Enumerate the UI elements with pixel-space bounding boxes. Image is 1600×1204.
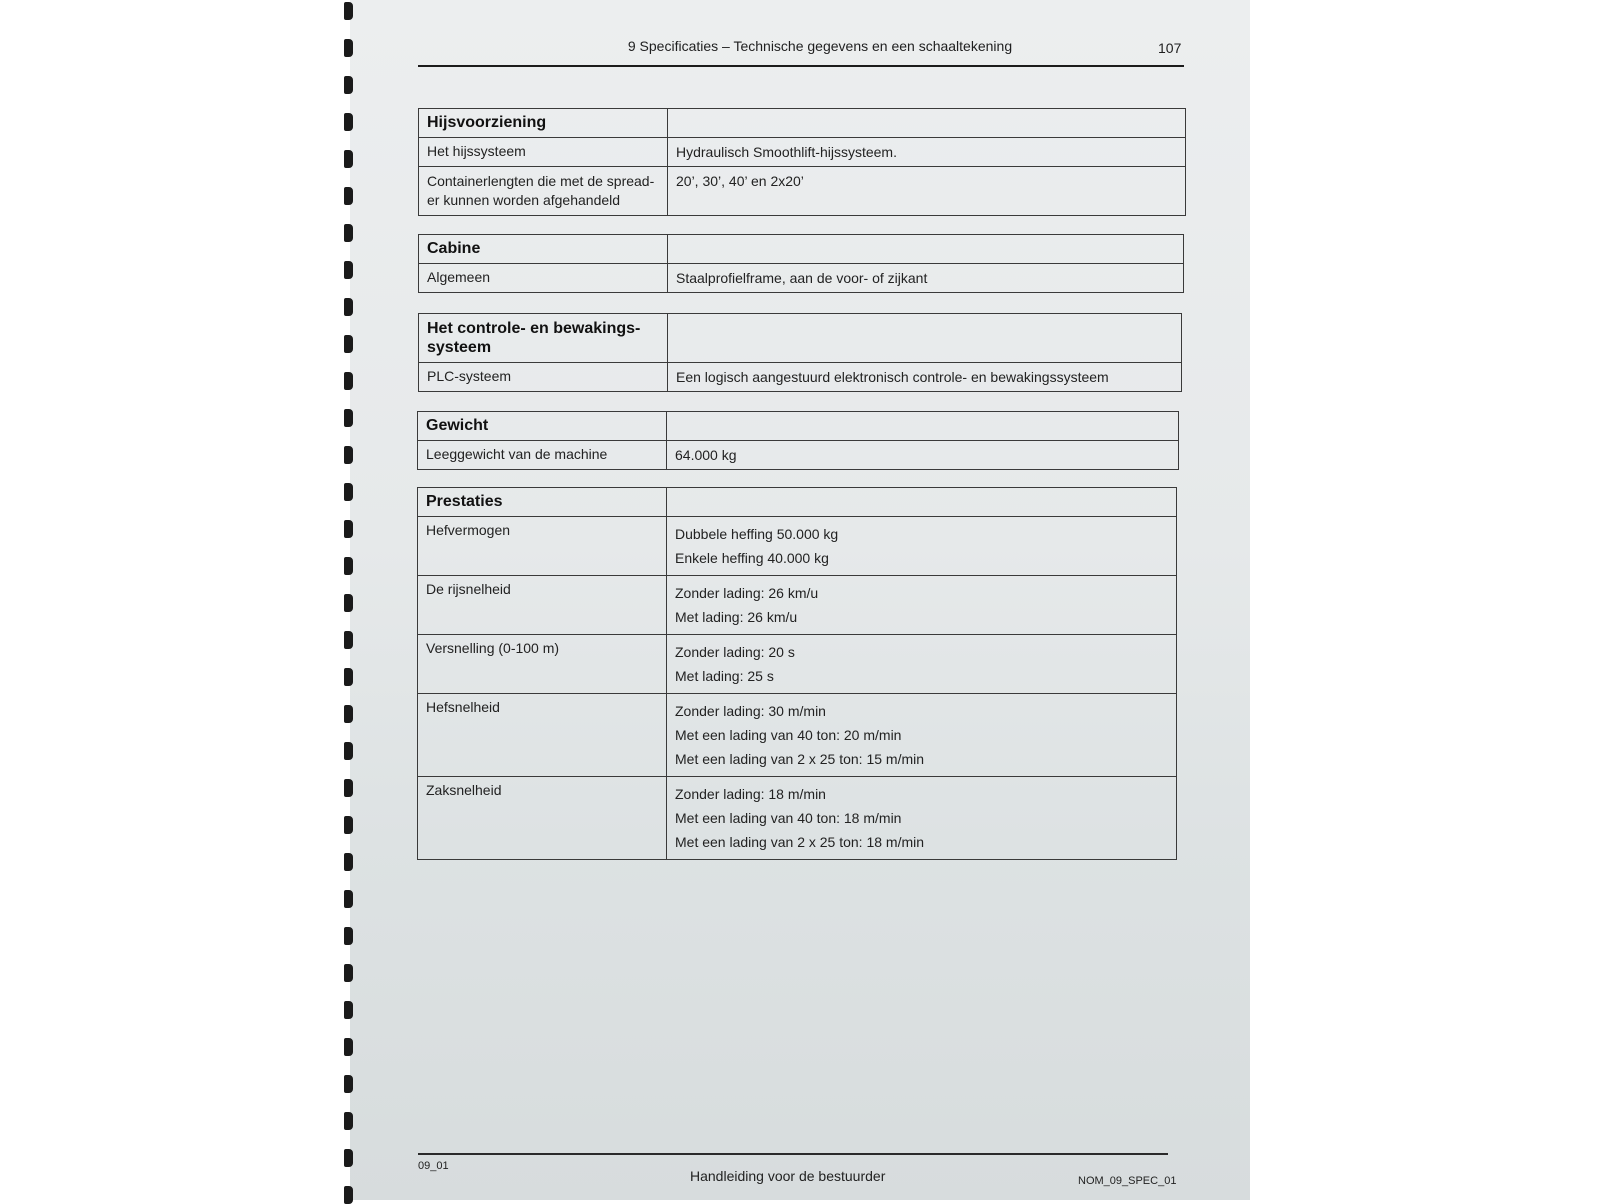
binding-ring [344,409,353,427]
value-line: Staalprofielframe, aan de voor- of zijkant [676,270,928,286]
row-value [667,517,1177,576]
page-header-title: 9 Specificaties – Technische gegevens en een schaaltekening [627,38,1013,54]
section-title: Gewicht [418,412,667,441]
value-line: Een logisch aangestuurd elektronisch controle- en bewakingssysteem [676,369,1109,385]
binding-ring [344,631,353,649]
row-value [667,635,1177,694]
value-line: Dubbele heffing 50.000 kg [675,526,839,542]
binding-ring [344,927,353,945]
section-header-empty-cell [668,109,1186,138]
value-line: 64.000 kg [675,447,737,463]
table-row [419,264,1184,293]
table-row [418,441,1179,470]
section-title: Het controle- en bewakings-systeem [419,314,668,363]
row-label: Zaksnelheid [418,777,667,860]
binding-ring [344,1001,353,1019]
value-line: Hydraulisch Smoothlift-hijssysteem. [676,144,897,160]
section-header-empty-cell [668,314,1182,363]
binding-ring [344,890,353,908]
section-title: Cabine [419,235,668,264]
table-row [418,777,1177,860]
row-value [667,694,1177,777]
row-value [668,138,1186,167]
value-line: Met een lading van 2 x 25 ton: 15 m/min [675,751,925,767]
value-line: Met lading: 25 s [675,668,774,684]
binding-ring [344,39,353,57]
binding-ring [344,261,353,279]
table-section-header [418,412,1179,441]
row-value [668,167,1186,216]
table-row [419,363,1182,392]
row-label: Leeggewicht van de machine [418,441,667,470]
binding-ring [344,2,353,20]
binding-ring [344,779,353,797]
table-row [419,167,1186,216]
binding-ring [344,187,353,205]
binding-ring [344,298,353,316]
page-number: 107 [1158,40,1182,56]
spec-table-controlesysteem [418,313,1182,392]
row-value [668,264,1184,293]
binding-ring [344,76,353,94]
binding-ring [344,668,353,686]
value-line: Met lading: 26 km/u [675,609,798,625]
spec-table-cabine [418,234,1184,293]
footer-document-code: NOM_09_SPEC_01 [1078,1175,1177,1187]
footer-manual-title: Handleiding voor de bestuurder [690,1168,886,1184]
row-label: De rijsnelheid [418,576,667,635]
table-section-header [419,314,1182,363]
table-row [418,635,1177,694]
binding-ring [344,150,353,168]
row-label: Algemeen [419,264,668,293]
value-line: Zonder lading: 30 m/min [675,703,826,719]
spec-table-prestaties [417,487,1177,860]
header-rule [418,65,1184,67]
binding-ring [344,483,353,501]
spec-table-gewicht [417,411,1179,470]
section-header-empty-cell [667,488,1177,517]
row-label: Hefsnelheid [418,694,667,777]
binding-ring [344,1038,353,1056]
table-section-header [419,235,1184,264]
section-title: Hijsvoorziening [419,109,668,138]
binding-ring [344,594,353,612]
table-row [419,138,1186,167]
row-label: PLC-systeem [419,363,668,392]
binding-ring [344,816,353,834]
table-section-header [418,488,1177,517]
row-label: Containerlengten die met de spread-er kunnen worden afgehandeld [419,167,668,216]
binding-ring [344,705,353,723]
row-value [667,777,1177,860]
value-line: Met een lading van 2 x 25 ton: 18 m/min [675,834,925,850]
row-value [667,576,1177,635]
value-line: 20’, 30’, 40’ en 2x20’ [676,173,804,189]
binding-ring [344,520,353,538]
row-value [667,441,1179,470]
row-value [668,363,1182,392]
table-row [418,694,1177,777]
binding-ring [344,1186,353,1204]
binding-ring [344,742,353,760]
section-header-empty-cell [667,412,1179,441]
section-title: Prestaties [418,488,667,517]
footer-rule [418,1153,1168,1155]
binding-ring [344,853,353,871]
spec-table-hijsvoorziening [418,108,1186,216]
binding-ring [344,1075,353,1093]
binding-ring [344,964,353,982]
footer-section-code: 09_01 [418,1160,449,1172]
table-row [418,517,1177,576]
table-section-header [419,109,1186,138]
row-label: Het hijssysteem [419,138,668,167]
value-line: Zonder lading: 18 m/min [675,786,826,802]
value-line: Zonder lading: 20 s [675,644,795,660]
value-line: Met een lading van 40 ton: 18 m/min [675,810,902,826]
row-label: Hefvermogen [418,517,667,576]
row-label: Versnelling (0-100 m) [418,635,667,694]
section-header-empty-cell [668,235,1184,264]
table-row [418,576,1177,635]
binding-ring [344,335,353,353]
binding-ring [344,224,353,242]
value-line: Met een lading van 40 ton: 20 m/min [675,727,902,743]
binding-ring [344,1149,353,1167]
spiral-binding [342,0,356,1200]
binding-ring [344,113,353,131]
binding-ring [344,557,353,575]
binding-ring [344,372,353,390]
binding-ring [344,446,353,464]
value-line: Enkele heffing 40.000 kg [675,550,829,566]
value-line: Zonder lading: 26 km/u [675,585,819,601]
binding-ring [344,1112,353,1130]
